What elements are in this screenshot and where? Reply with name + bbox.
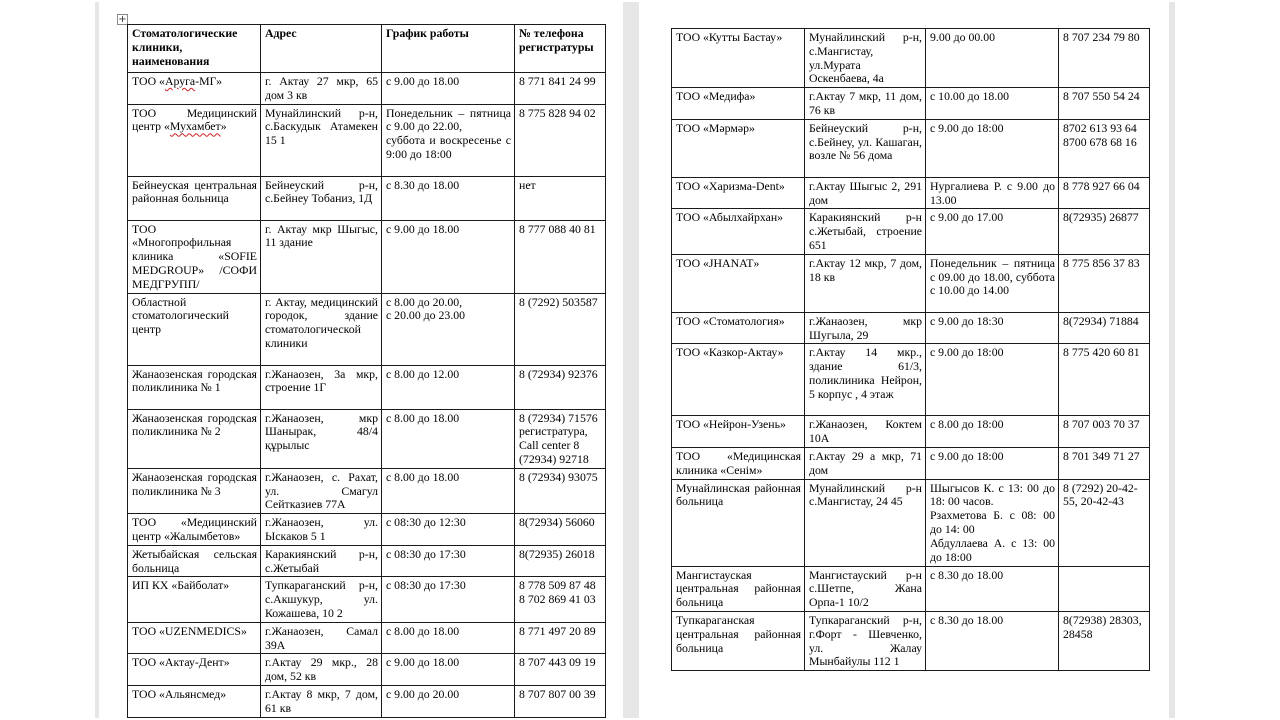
cell-address[interactable]: Тупкараганский р-н, с.Акшукур, ул. Кожашева, 10 2 <box>261 577 382 622</box>
cell-schedule[interactable]: 9.00 до 00.00 <box>926 29 1059 88</box>
cell-phone[interactable]: 8702 613 93 64 8700 678 68 16 <box>1059 119 1150 177</box>
table-row <box>672 447 1150 479</box>
cell-phone[interactable]: 8 777 088 40 81 <box>515 220 606 293</box>
cell-phone[interactable]: 8 707 550 54 24 <box>1059 88 1150 120</box>
table-row <box>672 119 1150 177</box>
cell-address[interactable]: г. Актау мкр Шыгыс, 11 здание <box>261 220 382 293</box>
cell-schedule[interactable]: Понедельник – пятница с 09.00 до 18.00, суббота с 10.00 до 14.00 <box>926 254 1059 312</box>
cell-name[interactable]: Жанаозенская городская поликлиника № 3 <box>128 468 261 513</box>
cell-name[interactable]: ТОО «Стоматология» <box>672 312 805 344</box>
table-move-icon[interactable]: + <box>118 14 127 25</box>
cell-schedule[interactable]: с 9.00 до 18.00 <box>382 220 515 293</box>
cell-schedule[interactable]: с 08:30 до 17:30 <box>382 577 515 622</box>
cell-phone[interactable]: 8(72934) 71884 <box>1059 312 1150 344</box>
spellcheck-underline: Аруга <box>164 74 196 88</box>
cell-address[interactable]: Бейнеуский р-н, с.Бейнеу Тобаниз, 1Д <box>261 176 382 220</box>
clinics-table-right <box>671 28 1150 671</box>
cell-schedule[interactable]: с 9.00 до 18:30 <box>926 312 1059 344</box>
cell-name[interactable]: ТОО «Медицинский центр «Жалымбетов» <box>128 514 261 546</box>
cell-schedule[interactable]: с 9.00 до 17.00 <box>926 209 1059 254</box>
table-row <box>672 88 1150 120</box>
table-row <box>128 293 606 365</box>
cell-phone[interactable]: 8 (72934) 71576 регистратура, Call center 8 (72934) 92718 <box>515 409 606 468</box>
cell-name[interactable]: ТОО «Казкор-Актау» <box>672 344 805 416</box>
cell-address[interactable]: Мунайлинский р-н, с.Баскудык Атамекен 15 1 <box>261 104 382 176</box>
cell-schedule[interactable]: с 8.30 до 18.00 <box>926 566 1059 611</box>
clinics-table-left <box>127 24 606 718</box>
table-row <box>672 29 1150 88</box>
cell-schedule[interactable]: Понедельник – пятница с 9.00 до 22.00, суббота и воскресенье с 9:00 до 18:00 <box>382 104 515 176</box>
cell-phone[interactable]: 8 707 234 79 80 <box>1059 29 1150 88</box>
cell-name[interactable]: ТОО «Аруга-МГ» <box>128 73 261 105</box>
table-row <box>672 416 1150 448</box>
cell-name[interactable]: Мунайлинская районная больница <box>672 479 805 566</box>
table-row <box>128 365 606 409</box>
cell-name[interactable]: ТОО «Альянсмед» <box>128 685 261 717</box>
table-row <box>672 312 1150 344</box>
cell-address[interactable]: г.Актау Шыгыс 2, 291 дом <box>805 177 926 209</box>
cell-schedule[interactable]: с 8.00 до 12.00 <box>382 365 515 409</box>
cell-phone[interactable] <box>1059 566 1150 611</box>
cell-address[interactable]: г.Актау 29 а мкр, 71 дом <box>805 447 926 479</box>
table-row <box>128 409 606 468</box>
cell-phone[interactable]: нет <box>515 176 606 220</box>
cell-address[interactable]: г. Актау 27 мкр, 65 дом 3 кв <box>261 73 382 105</box>
cell-name[interactable]: ТОО Медицинский центр «Мухамбет» <box>128 104 261 176</box>
document-viewport[interactable] <box>95 2 1175 718</box>
cell-phone[interactable]: 8 707 807 00 39 <box>515 685 606 717</box>
table-row <box>128 685 606 717</box>
cell-schedule[interactable]: с 9.00 до 18:00 <box>926 447 1059 479</box>
cell-address[interactable]: Тупкараганский р-н, г.Форт - Шевченко, ул. Жалау Мынбайулы 112 1 <box>805 611 926 670</box>
cell-schedule[interactable]: Нургалиева Р. с 9.00 до 13.00 <box>926 177 1059 209</box>
cell-schedule[interactable]: с 8.00 до 18.00 <box>382 468 515 513</box>
cell-name[interactable]: ТОО «Многопрофильная клиника «SOFIE MEDGROUP» /СОФИ МЕДГРУПП/ <box>128 220 261 293</box>
cell-schedule[interactable]: с 8.30 до 18.00 <box>926 611 1059 670</box>
cell-schedule[interactable]: с 9.00 до 20.00 <box>382 685 515 717</box>
table-row <box>672 344 1150 416</box>
cell-address[interactable]: Каракиянский р-н, с.Жетыбай <box>261 545 382 577</box>
table-row <box>128 514 606 546</box>
table-row <box>128 176 606 220</box>
spellcheck-underline: Мухамбет <box>169 119 221 134</box>
cell-address[interactable]: г.Жанаозен, ул. Ыскаков 5 1 <box>261 514 382 546</box>
table-row <box>672 209 1150 254</box>
cell-phone[interactable]: 8 775 856 37 83 <box>1059 254 1150 312</box>
table-row <box>128 73 606 105</box>
cell-schedule[interactable]: с 8.00 до 18:00 <box>926 416 1059 448</box>
cell-address[interactable]: Мунайлинский р-н с.Мангистау, 24 45 <box>805 479 926 566</box>
cell-name[interactable]: Тупкараганская центральная районная больница <box>672 611 805 670</box>
cell-schedule[interactable]: с 9.00 до 18.00 <box>382 73 515 105</box>
cell-schedule[interactable]: с 10.00 до 18.00 <box>926 88 1059 120</box>
cell-name[interactable]: ТОО «Кутты Бастау» <box>672 29 805 88</box>
cell-name[interactable]: Жанаозенская городская поликлиника № 2 <box>128 409 261 468</box>
cell-phone[interactable]: 8 707 003 70 37 <box>1059 416 1150 448</box>
cell-schedule[interactable]: Шыгысов К. с 13: 00 до 18: 00 часов. Рзахметова Б. с 08: 00 до 14: 00 Абдуллаева А. с 13: 00 до 18:00 <box>926 479 1059 566</box>
table-row <box>672 177 1150 209</box>
cell-address[interactable]: Бейнеуский р-н, с.Бейнеу, ул. Кашаган, возле № 56 дома <box>805 119 926 177</box>
header-address: Адрес <box>261 25 382 73</box>
cell-address[interactable]: Мунайлинский р-н, с.Мангистау, ул.Мурата Оскенбаева, 4а <box>805 29 926 88</box>
cell-name[interactable]: ТОО «Нейрон-Узень» <box>672 416 805 448</box>
document-page-right <box>639 2 1169 718</box>
cell-phone[interactable]: 8 (7292) 503587 <box>515 293 606 365</box>
cell-phone[interactable]: 8(72934) 56060 <box>515 514 606 546</box>
cell-address[interactable]: г.Жанаозен, 3а мкр, строение 1Г <box>261 365 382 409</box>
cell-name[interactable]: Жанаозенская городская поликлиника № 1 <box>128 365 261 409</box>
table-row <box>128 577 606 622</box>
cell-name[interactable]: ИП КХ «Байболат» <box>128 577 261 622</box>
table-row <box>128 654 606 686</box>
cell-phone[interactable]: 8 (72934) 92376 <box>515 365 606 409</box>
cell-schedule[interactable]: с 08:30 до 12:30 <box>382 514 515 546</box>
cell-phone[interactable]: 8 778 927 66 04 <box>1059 177 1150 209</box>
cell-address[interactable]: г. Актау, медицинский городок, здание стоматологической клиники <box>261 293 382 365</box>
table-row <box>128 468 606 513</box>
cell-schedule[interactable]: с 8.00 до 18.00 <box>382 622 515 654</box>
cell-phone[interactable]: 8 771 841 24 99 <box>515 73 606 105</box>
cell-phone[interactable]: 8 707 443 09 19 <box>515 654 606 686</box>
cell-schedule[interactable]: с 08:30 до 17:30 <box>382 545 515 577</box>
table-row <box>672 566 1150 611</box>
cell-phone[interactable]: 8 (7292) 20-42-55, 20-42-43 <box>1059 479 1150 566</box>
table-row <box>128 622 606 654</box>
cell-address[interactable]: г.Актау 29 мкр., 28 дом, 52 кв <box>261 654 382 686</box>
cell-address[interactable]: Мангистауский р-н с.Шетпе, Жана Орпа-1 10/2 <box>805 566 926 611</box>
header-phone: № телефона регистратуры <box>515 25 606 73</box>
table-row <box>128 220 606 293</box>
cell-phone[interactable]: 8 778 509 87 48 8 702 869 41 03 <box>515 577 606 622</box>
cell-address[interactable]: г.Жанаозен, мкр Шанырак, 48/4 құрылыс <box>261 409 382 468</box>
cell-schedule[interactable]: с 9.00 до 18:00 <box>926 119 1059 177</box>
cell-address[interactable]: Каракиянский р-н с.Жетыбай, строение 651 <box>805 209 926 254</box>
table-row <box>128 104 606 176</box>
cell-name[interactable]: Мангистауская центральная районная больница <box>672 566 805 611</box>
cell-name[interactable]: ТОО «Актау-Дент» <box>128 654 261 686</box>
cell-schedule[interactable]: с 8.00 до 18.00 <box>382 409 515 468</box>
cell-phone[interactable]: 8(72935) 26877 <box>1059 209 1150 254</box>
table-row <box>672 254 1150 312</box>
cell-name[interactable]: ТОО «JHANAT» <box>672 254 805 312</box>
cell-phone[interactable]: 8(72935) 26018 <box>515 545 606 577</box>
header-name: Стоматологические клиники, наименования <box>128 25 261 73</box>
cell-phone[interactable]: 8 775 828 94 02 <box>515 104 606 176</box>
cell-phone[interactable]: 8 701 349 71 27 <box>1059 447 1150 479</box>
cell-schedule[interactable]: с 9.00 до 18.00 <box>382 654 515 686</box>
cell-address[interactable]: г.Жанаозен, с. Рахат, ул. Смагул Сейтказиев 77А <box>261 468 382 513</box>
cell-name[interactable]: Бейнеуская центральная районная больница <box>128 176 261 220</box>
cell-name[interactable]: ТОО «Медицинская клиника «Сенім» <box>672 447 805 479</box>
table-row <box>672 611 1150 670</box>
table-header-row <box>128 25 606 73</box>
cell-schedule[interactable]: с 8.30 до 18.00 <box>382 176 515 220</box>
cell-address[interactable]: г.Жанаозен, Самал 39А <box>261 622 382 654</box>
cell-address[interactable]: г.Актау 12 мкр, 7 дом, 18 кв <box>805 254 926 312</box>
cell-phone[interactable]: 8(72938) 28303, 28458 <box>1059 611 1150 670</box>
table-row <box>128 545 606 577</box>
cell-address[interactable]: г.Актау 7 мкр, 11 дом, 76 кв <box>805 88 926 120</box>
cell-name[interactable]: ТОО «Мәрмәр» <box>672 119 805 177</box>
cell-name[interactable]: Жетыбайская сельская больница <box>128 545 261 577</box>
table-row <box>672 479 1150 566</box>
cell-name[interactable]: ТОО «UZENMEDICS» <box>128 622 261 654</box>
document-page-left <box>99 2 623 718</box>
cell-phone[interactable]: 8 771 497 20 89 <box>515 622 606 654</box>
cell-schedule[interactable]: с 9.00 до 18:00 <box>926 344 1059 416</box>
cell-schedule[interactable]: с 8.00 до 20.00, с 20.00 до 23.00 <box>382 293 515 365</box>
cell-name[interactable]: ТОО «Абылхайрхан» <box>672 209 805 254</box>
cell-phone[interactable]: 8 (72934) 93075 <box>515 468 606 513</box>
cell-address[interactable]: г.Жанаозен, Коктем 10А <box>805 416 926 448</box>
cell-address[interactable]: г.Жанаозен, мкр Шугыла, 29 <box>805 312 926 344</box>
cell-name[interactable]: Областной стоматологический центр <box>128 293 261 365</box>
cell-address[interactable]: г.Актау 8 мкр, 7 дом, 61 кв <box>261 685 382 717</box>
cell-name[interactable]: ТОО «Медифа» <box>672 88 805 120</box>
cell-address[interactable]: г.Актау 14 мкр., здание 61/3, поликлиника Нейрон, 5 корпус , 4 этаж <box>805 344 926 416</box>
cell-name[interactable]: ТОО «Харизма-Dent» <box>672 177 805 209</box>
cell-phone[interactable]: 8 775 420 60 81 <box>1059 344 1150 416</box>
header-schedule: График работы <box>382 25 515 73</box>
